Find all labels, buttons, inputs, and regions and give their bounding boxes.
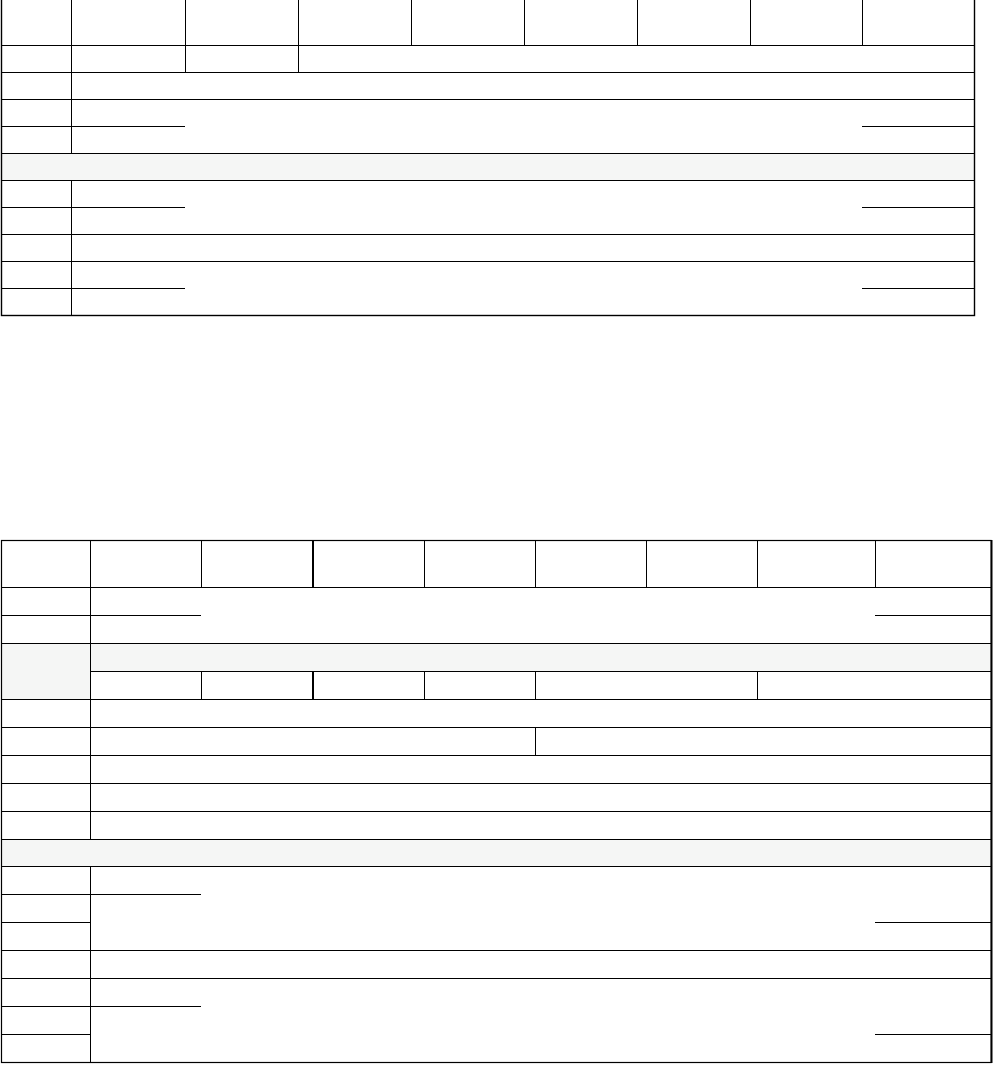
- lower-table-partial-rules: [1, 616, 992, 1035]
- lower-table-shaded-cells: [2, 644, 992, 867]
- upper-table-section-row: [2, 153, 975, 180]
- lower-table-group-label-cell: [2, 644, 91, 699]
- lower-table-group-column-rules: [202, 671, 758, 699]
- upper-table: [0, 0, 994, 330]
- lower-table-frame: [2, 541, 992, 1063]
- lower-table-group-header-row: [90, 644, 991, 671]
- lower-table-row-rules: [1, 588, 992, 979]
- upper-table-partial-rules: [1, 127, 975, 289]
- lower-table-header-column-rules: [202, 540, 876, 587]
- upper-table-header-column-rules: [186, 0, 863, 72]
- lower-table-section-row: [2, 839, 991, 867]
- upper-table-row-rules: [1, 46, 975, 262]
